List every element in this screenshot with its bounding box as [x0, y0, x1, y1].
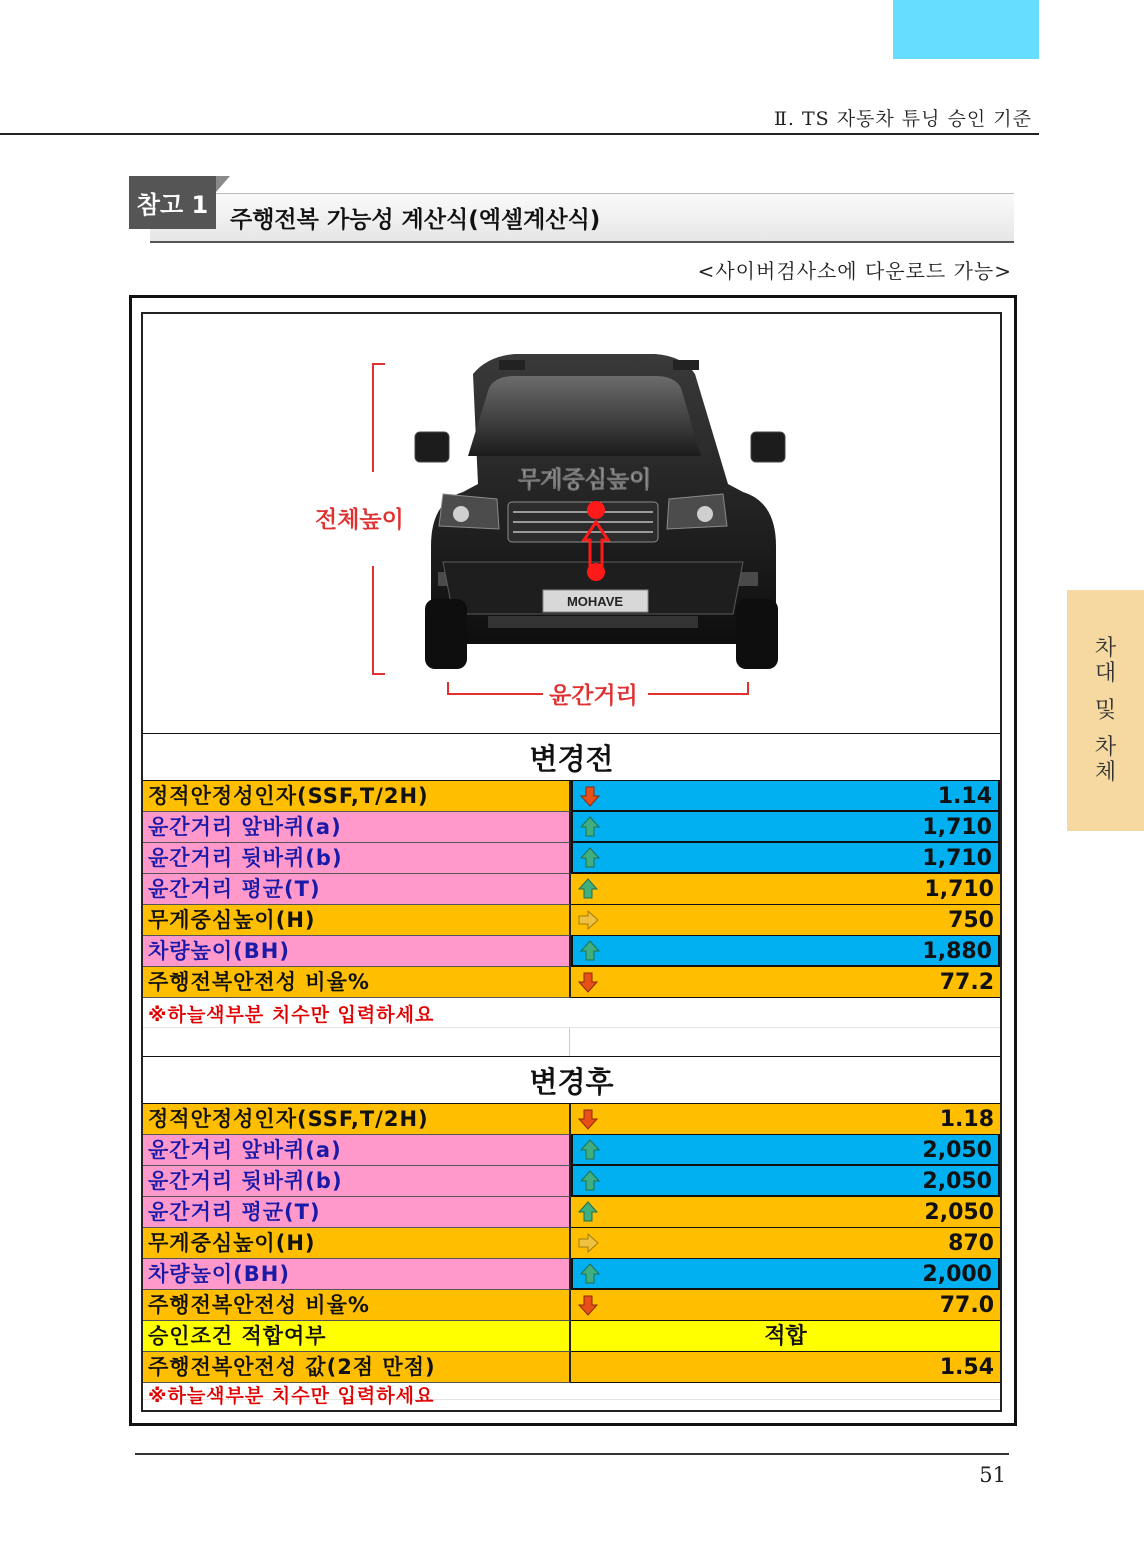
row-value: 2,050	[922, 1138, 992, 1163]
row-label: 정적안정성인자(SSF,T/2H)	[143, 1104, 571, 1135]
reference-badge: 참고 1	[129, 176, 216, 229]
value-cell	[571, 1321, 1000, 1352]
row-value: 1.14	[937, 784, 992, 809]
value-cell	[571, 1104, 1000, 1135]
row-label: 주행전복안전성 비율%	[143, 967, 571, 998]
header-divider	[0, 133, 1039, 135]
arrow-up-icon	[579, 1139, 601, 1161]
row-label: 차량높이(BH)	[143, 1259, 571, 1290]
track-width-label: 윤간거리	[549, 683, 638, 709]
chapter-header: Ⅱ. TS 자동차 튜닝 승인 기준	[773, 108, 1032, 130]
input-cell[interactable]	[571, 812, 1000, 843]
section-title: 주행전복 가능성 계산식(엑셀계산식)	[230, 207, 601, 233]
row-value: 77.0	[939, 1293, 994, 1318]
value-cell	[571, 874, 1000, 905]
row-value: 1,710	[924, 877, 994, 902]
row-label: 정적안정성인자(SSF,T/2H)	[143, 781, 571, 812]
arrow-up-icon	[577, 878, 599, 900]
value-cell	[571, 1290, 1000, 1321]
row-value: 2,000	[922, 1262, 992, 1287]
arrow-up-icon	[579, 847, 601, 869]
arrow-up-icon	[577, 1201, 599, 1223]
after-heading: 변경후	[143, 1056, 1000, 1106]
side-tab-char: 대	[1094, 661, 1117, 686]
row-value: 2,050	[922, 1169, 992, 1194]
input-cell[interactable]	[571, 1135, 1000, 1166]
table-row	[143, 1352, 1000, 1383]
side-tab-char: 및	[1094, 698, 1117, 723]
arrow-right-icon	[577, 1232, 599, 1254]
before-heading: 변경전	[143, 733, 1000, 783]
vehicle-badge: MOHAVE	[566, 594, 624, 609]
table-row	[143, 874, 1000, 905]
value-cell	[571, 905, 1000, 936]
row-label: 윤간거리 앞바퀴(a)	[143, 812, 571, 843]
download-note: <사이버검사소에 다운로드 가능>	[697, 259, 1012, 283]
row-label: 윤간거리 뒷바퀴(b)	[143, 1166, 571, 1197]
input-cell[interactable]	[571, 1259, 1000, 1290]
vehicle-front-illustration	[143, 314, 1000, 730]
page-number: 51	[979, 1463, 1006, 1487]
row-label: 차량높이(BH)	[143, 936, 571, 967]
row-value: 750	[948, 908, 994, 933]
arrow-down-icon	[579, 785, 601, 807]
arrow-down-icon	[577, 1294, 599, 1316]
table-row	[143, 1197, 1000, 1228]
row-value: 77.2	[939, 970, 994, 995]
input-cell[interactable]	[571, 843, 1000, 874]
arrow-down-icon	[577, 971, 599, 993]
side-tab-char: 체	[1094, 760, 1117, 785]
input-note: ※하늘색부분 치수만 입력하세요	[148, 1385, 435, 1407]
table-row	[143, 967, 1000, 998]
arrow-right-icon	[577, 909, 599, 931]
table-row	[143, 1228, 1000, 1259]
side-tab-char: 차	[1094, 636, 1117, 661]
row-label: 무게중심높이(H)	[143, 905, 571, 936]
row-label: 윤간거리 뒷바퀴(b)	[143, 843, 571, 874]
table-row	[143, 905, 1000, 936]
table-row	[143, 843, 1000, 874]
row-value: 1.18	[939, 1107, 994, 1132]
table-row	[143, 1259, 1000, 1290]
row-value: 1,710	[922, 815, 992, 840]
row-value: 적합	[764, 1324, 807, 1349]
side-chapter-tab[interactable]	[1067, 590, 1144, 831]
arrow-up-icon	[579, 816, 601, 838]
input-cell[interactable]	[571, 1166, 1000, 1197]
input-note: ※하늘색부분 치수만 입력하세요	[148, 1004, 435, 1026]
arrow-up-icon	[579, 1170, 601, 1192]
row-label: 윤간거리 평균(T)	[143, 1197, 571, 1228]
row-value: 2,050	[924, 1200, 994, 1225]
table-row	[143, 1321, 1000, 1352]
row-value: 1.54	[939, 1355, 994, 1380]
vehicle-diagram	[143, 314, 1000, 736]
row-value: 1,880	[922, 939, 992, 964]
value-cell	[571, 1228, 1000, 1259]
spreadsheet	[141, 312, 1002, 1412]
row-label: 주행전복안전성 비율%	[143, 1290, 571, 1321]
input-cell[interactable]	[571, 936, 1000, 967]
table-row	[143, 1135, 1000, 1166]
table-row	[143, 1290, 1000, 1321]
row-label: 윤간거리 앞바퀴(a)	[143, 1135, 571, 1166]
cg-height-label: 무게중심높이	[518, 467, 652, 493]
table-row	[143, 1104, 1000, 1135]
arrow-up-icon	[579, 940, 601, 962]
badge-fold	[216, 176, 230, 192]
total-height-label: 전체높이	[315, 507, 404, 533]
value-cell	[571, 1197, 1000, 1228]
row-label: 주행전복안전성 값(2점 만점)	[143, 1352, 571, 1383]
table-row	[143, 812, 1000, 843]
corner-color-block	[893, 0, 1039, 59]
arrow-up-icon	[579, 1263, 601, 1285]
row-label: 승인조건 적합여부	[143, 1321, 571, 1352]
row-label: 무게중심높이(H)	[143, 1228, 571, 1259]
footer-divider	[135, 1453, 1009, 1455]
row-value: 1,710	[922, 846, 992, 871]
input-cell[interactable]	[571, 781, 1000, 812]
row-label: 윤간거리 평균(T)	[143, 874, 571, 905]
arrow-down-icon	[577, 1108, 599, 1130]
value-cell	[571, 1352, 1000, 1383]
side-tab-char: 차	[1094, 735, 1117, 760]
value-cell	[571, 967, 1000, 998]
table-row	[143, 936, 1000, 967]
row-value: 870	[948, 1231, 994, 1256]
table-row	[143, 781, 1000, 812]
table-row	[143, 1166, 1000, 1197]
